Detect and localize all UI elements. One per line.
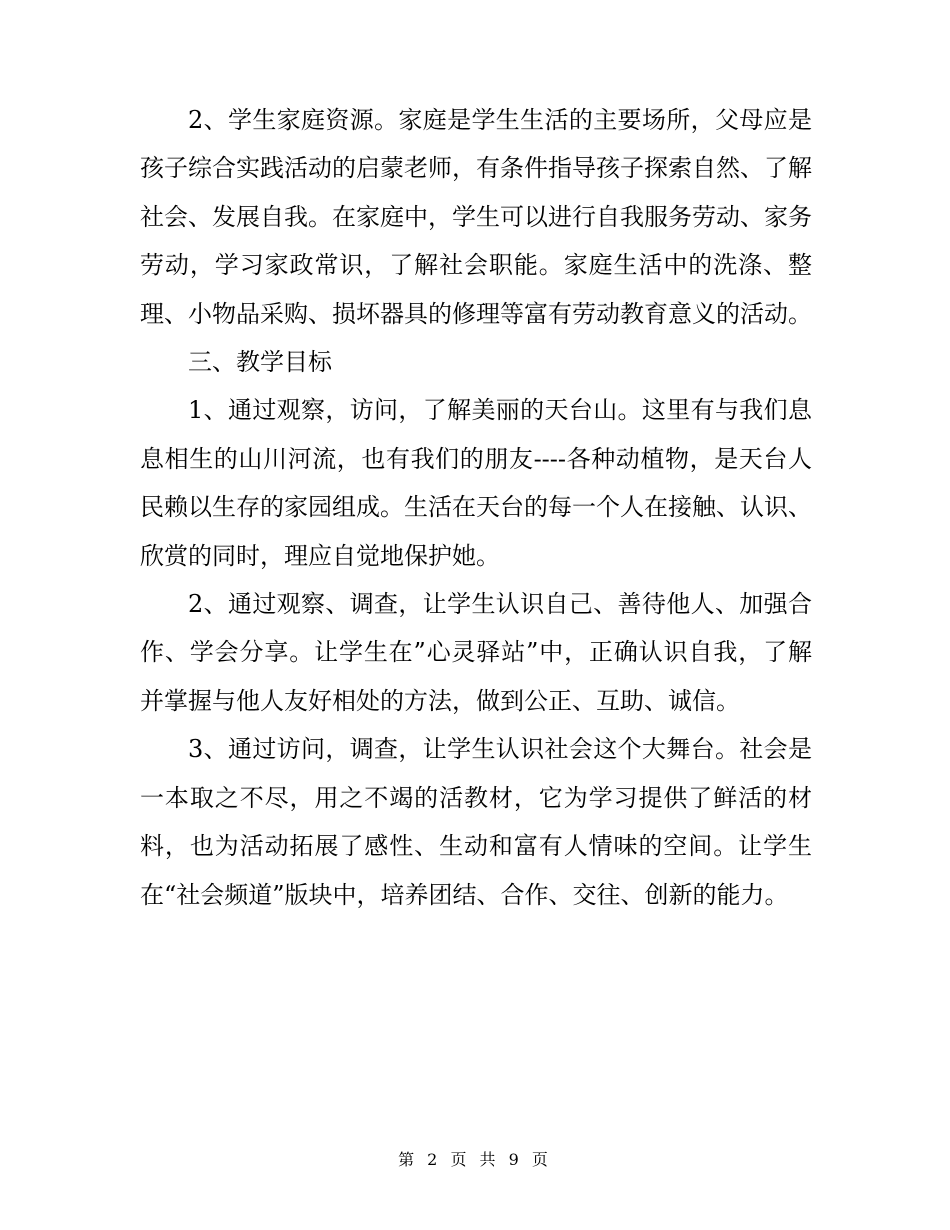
paragraph-goal-1: 1、通过观察，访问，了解美丽的天台山。这里有与我们息息相生的山川河流，也有我们的朋友----各种动植物，是天台人民赖以生存的家园组成。生活在天台的每一个人在接触、认识、欣赏的同时，理应自觉地保护她。 bbox=[140, 396, 812, 570]
page-number-footer: 第 2 页 共 9 页 bbox=[398, 1150, 552, 1169]
paragraph-goal-2: 2、通过观察、调查，让学生认识自己、善待他人、加强合作、学会分享。让学生在”心灵驿站”中，正确认识自我，了解并掌握与他人友好相处的方法，做到公正、互助、诚信。 bbox=[140, 590, 812, 715]
paragraph-family-resources: 2、学生家庭资源。家庭是学生生活的主要场所，父母应是孩子综合实践活动的启蒙老师，有条件指导孩子探索自然、了解社会、发展自我。在家庭中，学生可以进行自我服务劳动、家务劳动，学习家政常识，了解社会职能。家庭生活中的洗涤、整理、小物品采购、损坏器具的修理等富有劳动教育意义的活动。 bbox=[140, 106, 812, 328]
section-heading-teaching-goals: 三、教学目标 bbox=[188, 348, 332, 377]
document-body bbox=[140, 96, 812, 919]
paragraph-goal-3: 3、通过访问，调查，让学生认识社会这个大舞台。社会是一本取之不尽，用之不竭的活教材，它为学习提供了鲜活的材料，也为活动拓展了感性、生动和富有人情味的空间。让学生在“社会频道”版块中，培养团结、合作、交往、创新的能力。 bbox=[140, 735, 812, 909]
